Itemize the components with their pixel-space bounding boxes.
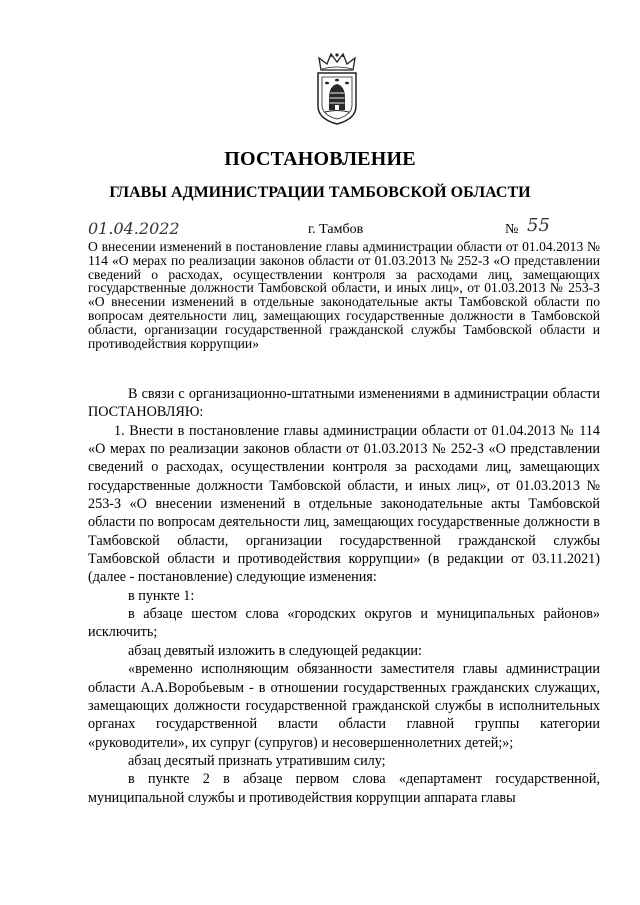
document-title: ПОСТАНОВЛЕНИЕ [224, 148, 416, 170]
body-paragraph: в пункте 1: [128, 587, 195, 604]
document-subject: О внесении изменений в постановление главы администрации области от 01.04.2013 № 114 «О мерах по реализации законов области от 01.03.2013 № 252-З «О представлении сведений о расходах, осуществлении контроля за расходами лиц, замещающих государственные должности Тамбовской области, и иных лиц», от 01.03.2013 № 253-З «О внесении изменений в отдельные законодательные акты Тамбовской области по вопросам деятельности лиц, замещающих государственные должности в Тамбовской области, организации государственной гражданской службы Тамбовской области и противодействия коррупции» [88, 239, 600, 351]
body-paragraph: в пункте 2 в абзаце первом слова «департамент государственной, муниципальной службы и противодействия коррупции аппарата главы [88, 771, 600, 806]
document-date: 01.04.2022 [88, 219, 180, 238]
body-paragraph: В связи с организационно-штатными изменениями в администрации области ПОСТАНОВЛЯЮ: [88, 386, 600, 421]
body-paragraph: «временно исполняющим обязанности заместителя главы администрации области А.А.Воробьевым - в отношении государственных гражданских служащих, замещающих должности государственной гражданской службы в исполнительных органах государственной власти области главной группы категории «руководители», их супруг (супругов) и несовершеннолетних детей;»; [88, 661, 600, 751]
document-issuer: ГЛАВЫ АДМИНИСТРАЦИИ ТАМБОВСКОЙ ОБЛАСТИ [109, 184, 531, 201]
document-number: 55 [527, 215, 550, 236]
document-number-label: № [505, 222, 519, 237]
body-paragraph: абзац десятый признать утратившим силу; [128, 752, 386, 769]
document-body [88, 385, 600, 807]
body-paragraph: абзац девятый изложить в следующей редакции: [128, 642, 422, 659]
document-city: г. Тамбов [308, 222, 364, 237]
body-paragraph: 1. Внести в постановление главы администрации области от 01.04.2013 № 114 «О мерах по реализации законов области от 01.03.2013 № 252-З «О представлении сведений о расходах, осуществлении контроля за расходами лиц, замещающих государственные должности Тамбовской области, и иных лиц», от 01.03.2013 № 253-З «О внесении изменений в отдельные законодательные акты Тамбовской области по вопросам деятельности лиц, замещающих государственные должности в Тамбовской области, организации государственной гражданской службы Тамбовской области и противодействия коррупции» (в редакции от 03.11.2021) (далее - постановление) следующие изменения: [88, 422, 600, 586]
body-paragraph: в абзаце шестом слова «городских округов и муниципальных районов» исключить; [88, 606, 600, 641]
tambov-coat-of-arms-icon [313, 50, 361, 126]
